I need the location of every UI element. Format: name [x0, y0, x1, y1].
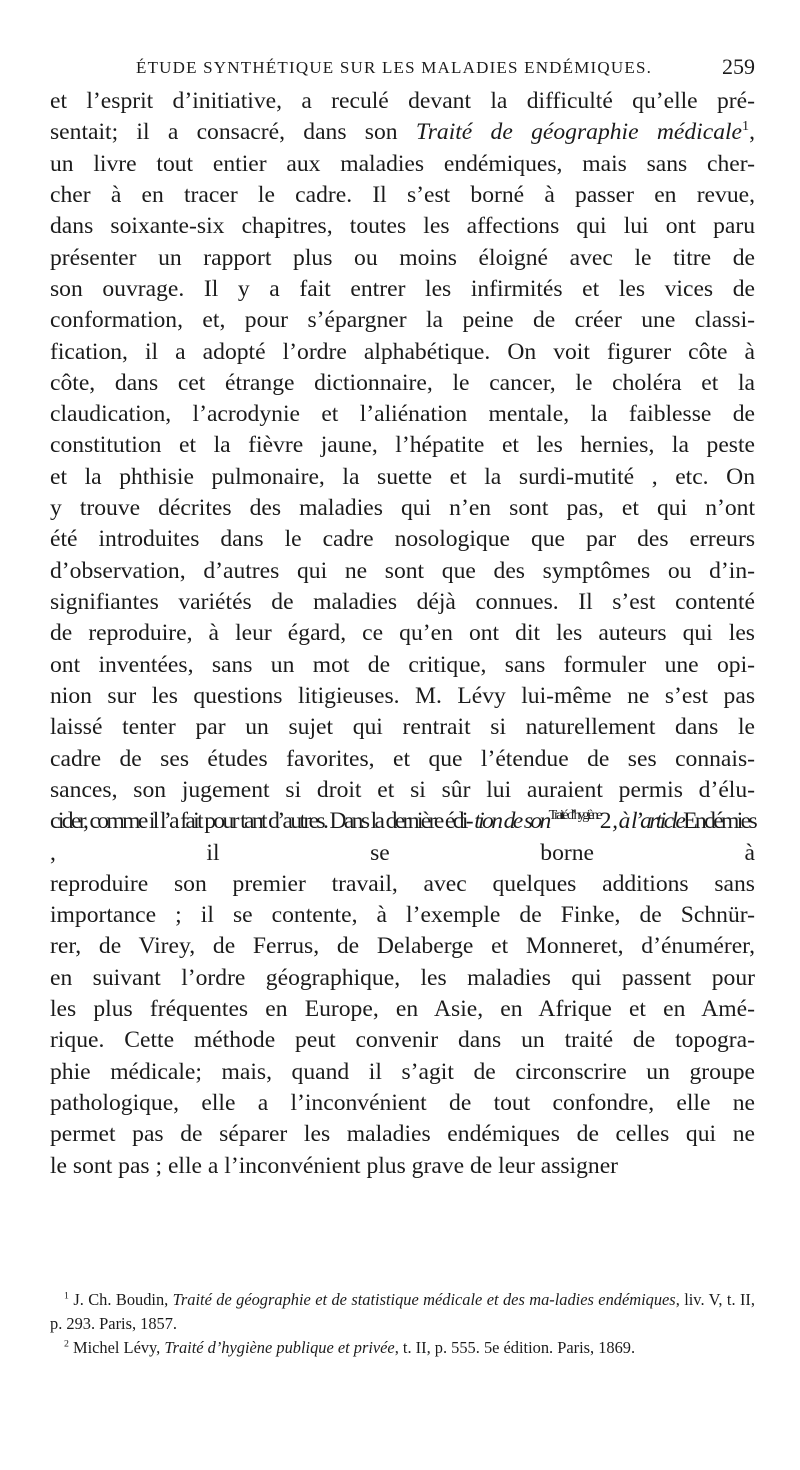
text-line: laissé tenter par un sujet qui rentrait si naturellement dans le	[50, 714, 755, 741]
footnote	[50, 1288, 755, 1336]
text-line: d’observation, d’autres qui ne sont que des symptômes ou d’in-	[50, 557, 755, 584]
footnote-ref: Traité d’hygiène	[548, 807, 600, 824]
footnote-author: Michel Lévy,	[73, 1338, 161, 1357]
page-number: 259	[722, 54, 755, 79]
text-line: et la phthisie pulmonaire, la suette et la surdi-mutité , etc. On	[50, 463, 755, 490]
running-head	[50, 52, 755, 86]
text-line: conformation, et, pour s’épargner la peine de créer une classi-	[50, 307, 755, 334]
article-title: , à l’article	[612, 808, 684, 835]
book-title: Traité de géographie médicale	[415, 119, 743, 146]
text-line: de reproduire, à leur égard, ce qu’en ont dit les auteurs qui les	[50, 620, 755, 647]
text-line: rer, de Virey, de Ferrus, de Delaberge et Monneret, d’énumérer,	[50, 933, 755, 960]
body-paragraph	[50, 86, 755, 1182]
page	[50, 52, 755, 1182]
text-line: cadre de ses études favorites, et que l’étendue de ses connais-	[50, 745, 755, 772]
book-title: tion de son	[474, 808, 549, 835]
text-line: été introduites dans le cadre nosologique que par des erreurs	[50, 526, 755, 553]
text-line: ont inventées, sans un mot de critique, sans formuler une opi-	[50, 651, 755, 678]
footnote-details: , t. II, p. 555. 5e édition. Paris, 1869.	[394, 1338, 636, 1357]
text-line: y trouve décrites des maladies qui n’en sont pas, et qui n’ont	[50, 495, 755, 522]
text-line: phie médicale; mais, quand il s’agit de circonscrire un groupe	[50, 1058, 755, 1085]
text-line: claudication, l’acrodynie et l’aliénation mentale, la faiblesse de	[50, 401, 755, 428]
text-line: , il se borne à	[50, 839, 755, 866]
running-title: ÉTUDE SYNTHÉTIQUE SUR LES MALADIES ENDÉMIQUES.	[136, 58, 653, 77]
footnote	[50, 1336, 755, 1360]
text-line: présenter un rapport plus ou moins éloigné avec le titre de	[50, 244, 755, 271]
footnote-title: Traité de géographie et de statistique médicale et des ma-ladies endémiques	[172, 1290, 676, 1309]
footnote-author: J. Ch. Boudin,	[73, 1290, 169, 1309]
text-line: nion sur les questions litigieuses. M. Lévy lui-même ne s’est pas	[50, 682, 755, 709]
footnote-details: , liv. V, t. II, p. 293. Paris, 1857.	[50, 1290, 755, 1333]
text-line: les plus fréquentes en Europe, en Asie, en Afrique et en Amé-	[50, 996, 755, 1023]
text-line: reproduire son premier travail, avec quelques additions sans	[50, 870, 755, 897]
text-line: cher à en tracer le cadre. Il s’est borné à passer en revue,	[50, 181, 755, 208]
text-line: signifiantes variétés de maladies déjà connues. Il s’est contenté	[50, 589, 755, 615]
text-line: en suivant l’ordre géographique, les maladies qui passent pour	[50, 964, 755, 991]
text-line: pathologique, elle a l’inconvénient de tout confondre, elle ne	[50, 1090, 755, 1116]
text-line: fication, il a adopté l’ordre alphabétique. On voit figurer côte à	[50, 338, 755, 365]
text-line: rique. Cette méthode peut convenir dans un traité de topogra-	[50, 1027, 755, 1054]
footnote-mark: 2	[64, 1338, 69, 1350]
footnote-ref: 1	[742, 118, 750, 135]
text-line: son ouvrage. Il y a fait entrer les infirmités et les vices de	[50, 275, 755, 302]
text-line: et l’esprit d’initiative, a reculé devant la difficulté qu’elle pré-	[50, 88, 755, 114]
text-line: permet pas de séparer les maladies endémiques de celles qui ne	[50, 1121, 755, 1148]
text-line: sentait; il a consacré, dans son Traité de géographie médicale$^1$,	[50, 118, 755, 146]
text-line: dans soixante-six chapitres, toutes les affections qui lui ont paru	[50, 213, 755, 240]
text-line: importance ; il se contente, à l’exemple de Finke, de Schnür-	[50, 902, 755, 929]
text-line: côte, dans cet étrange dictionnaire, le cancer, le choléra et la	[50, 369, 755, 396]
text-line: constitution et la fièvre jaune, l’hépatite et les hernies, la peste	[50, 432, 755, 459]
text-line: le sont pas ; elle a l’inconvénient plus grave de leur assigner	[50, 1152, 619, 1179]
footnote-mark: 1	[64, 1290, 69, 1302]
text-line: un livre tout entier aux maladies endémiques, mais sans cher-	[50, 150, 755, 177]
text-line: sances, son jugement si droit et si sûr lui auraient permis d’élu-	[50, 776, 755, 803]
footnote-title: Traité d’hygiène publique et privée	[164, 1338, 395, 1357]
text-line: cider, comme il l’a fait pour tant d’autres. Dans la dernière édi- tion de son$^{Traité d’hygiène}$2 , à l’articleEndémies	[50, 807, 756, 835]
footnotes	[50, 1288, 755, 1360]
